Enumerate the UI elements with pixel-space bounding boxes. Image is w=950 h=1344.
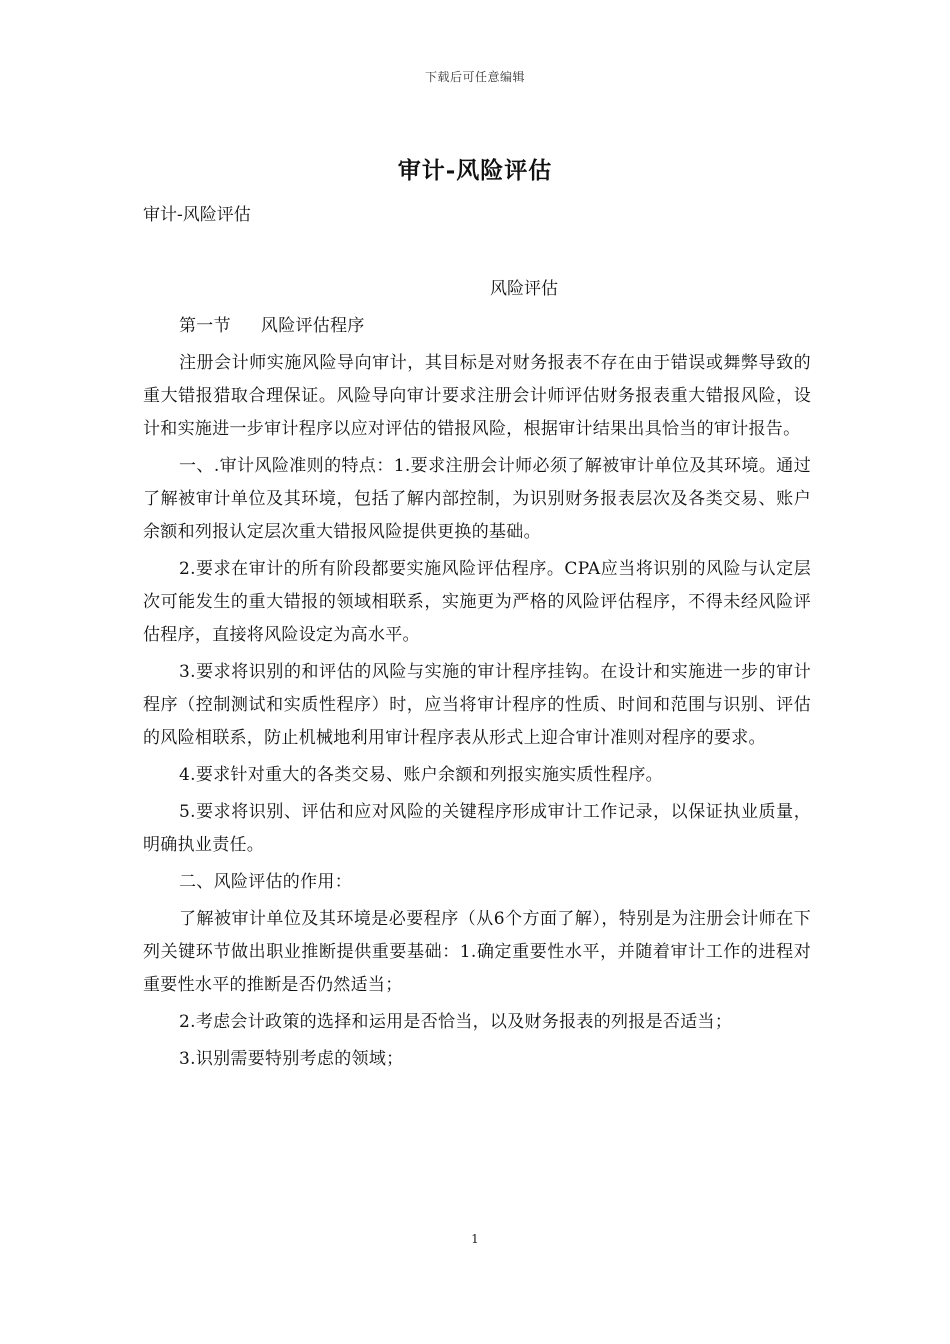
body-paragraph: 注册会计师实施风险导向审计，其目标是对财务报表不存在由于错误或舞弊导致的重大错报猎取合理保证。风险导向审计要求注册会计师评估财务报表重大错报风险，设计和实施进一步审计程序以应对评估的错报风险，根据审计结果出具恰当的审计报告。 <box>143 353 811 439</box>
body-paragraph: 二、风险评估的作用： <box>179 872 352 892</box>
body-paragraph: 5.要求将识别、评估和应对风险的关键程序形成审计工作记录，以保证执业质量，明确执业责任。 <box>143 802 811 855</box>
chapter-heading <box>143 310 811 343</box>
body-paragraph: 3.要求将识别的和评估的风险与实施的审计程序挂钩。在设计和实施进一步的审计程序（控制测试和实质性程序）时，应当将审计程序的性质、时间和范围与识别、评估的风险相联系，防止机械地利用审计程序表从形式上迎合审计准则对程序的要求。 <box>143 662 811 748</box>
document-subtitle: 审计-风险评估 <box>143 205 251 225</box>
body-paragraph: 2.要求在审计的所有阶段都要实施风险评估程序。CPA应当将识别的风险与认定层次可能发生的重大错报的领域相联系，实施更为严格的风险评估程序，不得未经风险评估程序，直接将风险设定为高水平。 <box>143 559 811 645</box>
page-number: 1 <box>471 1232 479 1246</box>
chapter-number: 第一节 <box>179 316 231 336</box>
body-paragraph: 了解被审计单位及其环境是必要程序（从6个方面了解），特别是为注册会计师在下列关键环节做出职业推断提供重要基础：1.确定重要性水平，并随着审计工作的进程对重要性水平的推断是否仍然适当； <box>143 909 811 995</box>
body-paragraph: 一、.审计风险准则的特点：1.要求注册会计师必须了解被审计单位及其环境。通过了解被审计单位及其环境，包括了解内部控制，为识别财务报表层次及各类交易、账户余额和列报认定层次重大错报风险提供更换的基础。 <box>143 456 811 542</box>
body-paragraph: 2.考虑会计政策的选择和运用是否恰当，以及财务报表的列报是否适当； <box>179 1012 733 1032</box>
body-paragraph: 3.识别需要特别考虑的领域； <box>179 1049 404 1069</box>
page-header-note: 下载后可任意编辑 <box>424 70 525 84</box>
document-title: 审计-风险评估 <box>397 157 553 184</box>
section-heading: 风险评估 <box>490 279 558 299</box>
document-body <box>143 310 811 1080</box>
chapter-name: 风险评估程序 <box>260 316 365 336</box>
body-paragraph: 4.要求针对重大的各类交易、账户余额和列报实施实质性程序。 <box>179 765 663 785</box>
